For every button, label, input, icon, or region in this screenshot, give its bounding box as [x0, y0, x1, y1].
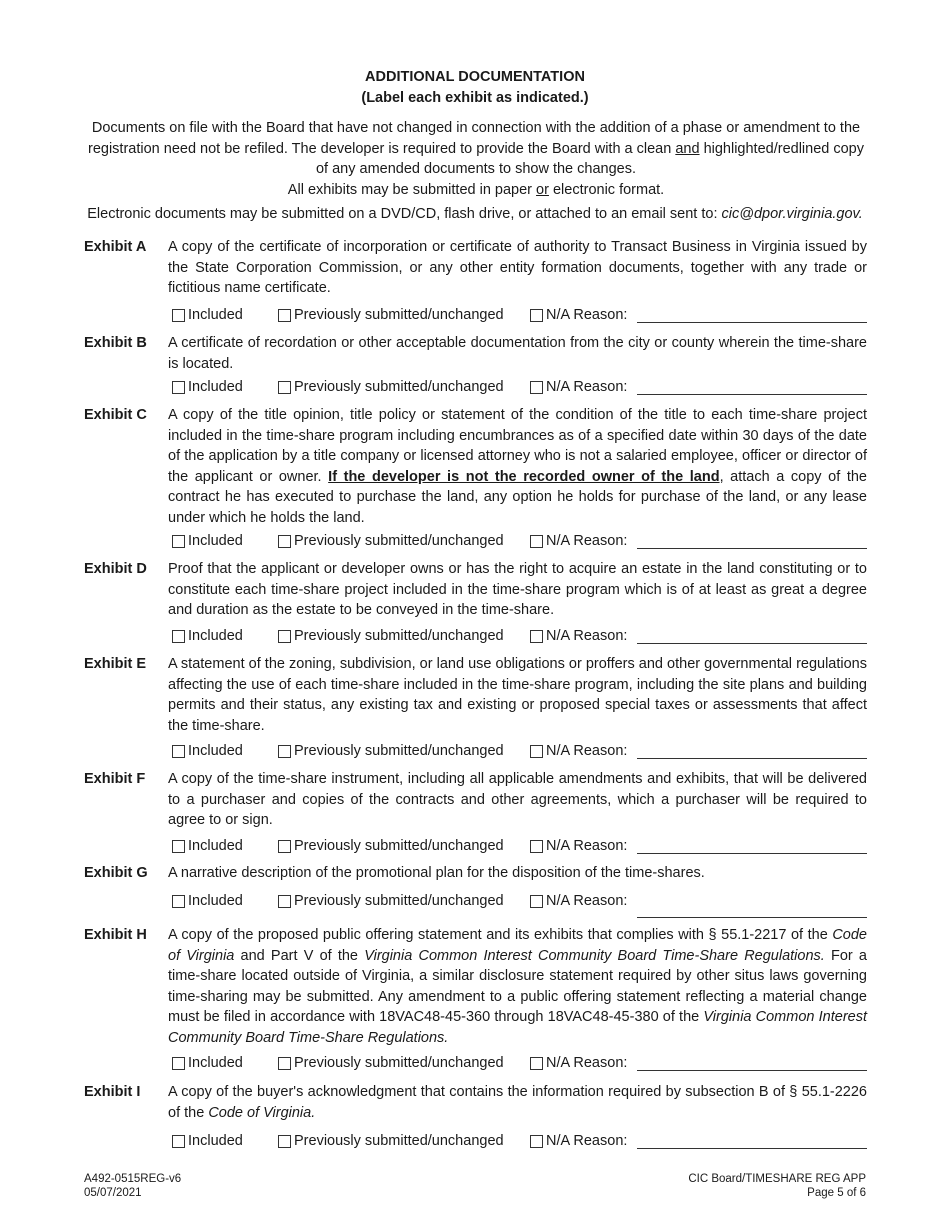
- page-number: Page 5 of 6: [807, 1187, 866, 1199]
- exhibit-f-options: [172, 836, 872, 858]
- exhibit-d-previous-option[interactable]: Previously submitted/unchanged: [278, 626, 504, 646]
- form-date: 05/07/2021: [84, 1187, 142, 1199]
- exhibit-a-reason-field[interactable]: [637, 322, 867, 323]
- exhibit-b-previous-option[interactable]: Previously submitted/unchanged: [278, 377, 504, 397]
- exhibit-d-reason-field[interactable]: [637, 643, 867, 644]
- exhibit-i-included-option[interactable]: Included: [172, 1131, 243, 1151]
- exhibit-a-text: A copy of the certificate of incorporation or certificate of authority to Transact Business in Virginia issued by the State Corporation Commission, or any other entity formation documents, together with any trade or fictitious name certificate.: [168, 239, 867, 296]
- exhibit-e-reason-field[interactable]: [637, 758, 867, 759]
- exhibit-h-included-option[interactable]: Included: [172, 1053, 243, 1073]
- exhibit-e-text: A statement of the zoning, subdivision, or land use obligations or proffers and other governmental regulations affecting the use of each time-share included in the time-share program, including the site plans and building permits and their status, any existing tax and existing or proposed special taxes or assessments that affect the time-share.: [168, 656, 867, 734]
- exhibit-a-included-option[interactable]: Included: [172, 305, 243, 325]
- exhibit-i-text: A copy of the buyer's acknowledgment that contains the information required by subsection B of § 55.1-2226 of the Code of Virginia.: [168, 1084, 867, 1121]
- checkbox[interactable]: [172, 1057, 185, 1070]
- exhibit-f-label: Exhibit F: [84, 771, 146, 787]
- exhibit-e-na-option[interactable]: N/A Reason:: [530, 741, 627, 761]
- checkbox[interactable]: [530, 309, 543, 322]
- checkbox[interactable]: [172, 745, 185, 758]
- checkbox[interactable]: [530, 840, 543, 853]
- exhibit-c-reason-field[interactable]: [637, 548, 867, 549]
- exhibit-i-reason-field[interactable]: [637, 1148, 867, 1149]
- checkbox[interactable]: [530, 381, 543, 394]
- checkbox[interactable]: [172, 630, 185, 643]
- checkbox[interactable]: [172, 309, 185, 322]
- exhibit-i-na-option[interactable]: N/A Reason:: [530, 1131, 627, 1151]
- exhibit-e-included-option[interactable]: Included: [172, 741, 243, 761]
- exhibit-b-reason-field[interactable]: [637, 394, 867, 395]
- checkbox[interactable]: [172, 895, 185, 908]
- exhibit-e-label: Exhibit E: [84, 656, 147, 672]
- checkbox[interactable]: [172, 535, 185, 548]
- exhibit-d-text: Proof that the applicant or developer owns or has the right to acquire an estate in the land constituting or to constitute each time-share project included in the time-share program which is of at least as great a degree and duration as the estate to be conveyed in the time-share.: [168, 561, 867, 618]
- checkbox[interactable]: [278, 840, 291, 853]
- intro-paragraph: Documents on file with the Board that have not changed in connection with the addition of a phase or amendment to the registration need not be refiled. The developer is required to provide the Board with a clean and highlighted/redlined copy of any amended documents to show the changes. All exhibits may be submitted in paper or electronic format.: [88, 120, 864, 198]
- exhibit-g-reason-field[interactable]: [637, 917, 867, 918]
- checkbox[interactable]: [530, 1135, 543, 1148]
- checkbox[interactable]: [278, 630, 291, 643]
- exhibit-f-text: A copy of the time-share instrument, including all applicable amendments and exhibits, that will be delivered to a purchaser and copies of the contracts and other agreements, which a purchaser will be required to agree to or sign.: [168, 771, 867, 828]
- form-id: A492-0515REG-v6: [84, 1173, 182, 1185]
- exhibit-a-options: [172, 305, 872, 327]
- exhibit-e-previous-option[interactable]: Previously submitted/unchanged: [278, 741, 504, 761]
- checkbox[interactable]: [530, 745, 543, 758]
- exhibit-f-na-option[interactable]: N/A Reason:: [530, 836, 627, 856]
- footer-right: [688, 1172, 866, 1200]
- page-title: ADDITIONAL DOCUMENTATION: [365, 69, 585, 85]
- exhibit-g-previous-option[interactable]: Previously submitted/unchanged: [278, 891, 504, 911]
- checkbox[interactable]: [172, 1135, 185, 1148]
- page-subtitle: (Label each exhibit as indicated.): [361, 90, 589, 106]
- checkbox[interactable]: [278, 535, 291, 548]
- exhibit-i-options: [172, 1131, 872, 1153]
- exhibit-g-na-option[interactable]: N/A Reason:: [530, 891, 627, 911]
- exhibit-h-previous-option[interactable]: Previously submitted/unchanged: [278, 1053, 504, 1073]
- exhibit-g-options: [172, 891, 872, 913]
- checkbox[interactable]: [172, 381, 185, 394]
- exhibit-c-text: A copy of the title opinion, title policy or statement of the condition of the title to each time-share project included in the time-share program including encumbrances as of a specified date within 30 days of the date of the application by a title company or licensed attorney who is not a salaried employee, officer or director of the applicant or owner. If the developer is not the recorded owner of the land, attach a copy of the contract he has executed to purchase the land, any option he holds for purchase of the land, or any lease under which he holds the land.: [168, 407, 867, 526]
- checkbox[interactable]: [278, 895, 291, 908]
- exhibit-c-included-option[interactable]: Included: [172, 531, 243, 551]
- exhibit-h-reason-field[interactable]: [637, 1070, 867, 1071]
- exhibit-b-included-option[interactable]: Included: [172, 377, 243, 397]
- exhibit-g-included-option[interactable]: Included: [172, 891, 243, 911]
- exhibit-i-previous-option[interactable]: Previously submitted/unchanged: [278, 1131, 504, 1151]
- exhibit-h-options: [172, 1053, 872, 1075]
- exhibit-c-na-option[interactable]: N/A Reason:: [530, 531, 627, 551]
- exhibit-d-na-option[interactable]: N/A Reason:: [530, 626, 627, 646]
- exhibit-c-previous-option[interactable]: Previously submitted/unchanged: [278, 531, 504, 551]
- exhibit-a-label: Exhibit A: [84, 239, 147, 255]
- checkbox[interactable]: [278, 381, 291, 394]
- checkbox[interactable]: [530, 895, 543, 908]
- exhibit-f-reason-field[interactable]: [637, 853, 867, 854]
- exhibit-f-included-option[interactable]: Included: [172, 836, 243, 856]
- exhibit-g-text: A narrative description of the promotional plan for the disposition of the time-shares.: [168, 865, 705, 881]
- electronic-note: Electronic documents may be submitted on a DVD/CD, flash drive, or attached to an email sent to: cic@dpor.virginia.gov.: [87, 206, 863, 222]
- exhibit-b-text: A certificate of recordation or other acceptable documentation from the city or county wherein the time-share is located.: [168, 335, 867, 372]
- exhibit-g-label: Exhibit G: [84, 865, 148, 881]
- form-board: CIC Board/TIMESHARE REG APP: [688, 1173, 866, 1185]
- exhibit-b-label: Exhibit B: [84, 335, 147, 351]
- exhibit-b-options: [172, 377, 872, 399]
- footer-left: [84, 1172, 181, 1200]
- exhibit-i-label: Exhibit I: [84, 1084, 141, 1100]
- checkbox[interactable]: [530, 1057, 543, 1070]
- exhibit-d-options: [172, 626, 872, 648]
- checkbox[interactable]: [278, 1057, 291, 1070]
- email-address: cic@dpor.virginia.gov.: [721, 206, 863, 222]
- checkbox[interactable]: [530, 630, 543, 643]
- exhibit-c-label: Exhibit C: [84, 407, 147, 423]
- exhibit-a-previous-option[interactable]: Previously submitted/unchanged: [278, 305, 504, 325]
- checkbox[interactable]: [278, 309, 291, 322]
- exhibit-h-na-option[interactable]: N/A Reason:: [530, 1053, 627, 1073]
- exhibit-h-label: Exhibit H: [84, 927, 147, 943]
- exhibit-d-label: Exhibit D: [84, 561, 147, 577]
- exhibit-a-na-option[interactable]: N/A Reason:: [530, 305, 627, 325]
- checkbox[interactable]: [530, 535, 543, 548]
- exhibit-d-included-option[interactable]: Included: [172, 626, 243, 646]
- checkbox[interactable]: [278, 1135, 291, 1148]
- exhibit-e-options: [172, 741, 872, 763]
- checkbox[interactable]: [172, 840, 185, 853]
- exhibit-h-text: A copy of the proposed public offering statement and its exhibits that complies with § 55.1-2217 of the Code of Virginia and Part V of the Virginia Common Interest Community Board Time-Share Regulations. For a time-share located outside of Virginia, a similar disclosure statement required by other situs laws governing time-sharing may be submitted. Any amendment to a public offering statement reflecting a material change must be filed in accordance with 18VAC48-45-360 through 18VAC48-45-380 of the Virginia Common Interest Community Board Time-Share Regulations.: [168, 927, 867, 1046]
- checkbox[interactable]: [278, 745, 291, 758]
- exhibit-f-previous-option[interactable]: Previously submitted/unchanged: [278, 836, 504, 856]
- exhibit-c-options: [172, 531, 872, 553]
- exhibit-b-na-option[interactable]: N/A Reason:: [530, 377, 627, 397]
